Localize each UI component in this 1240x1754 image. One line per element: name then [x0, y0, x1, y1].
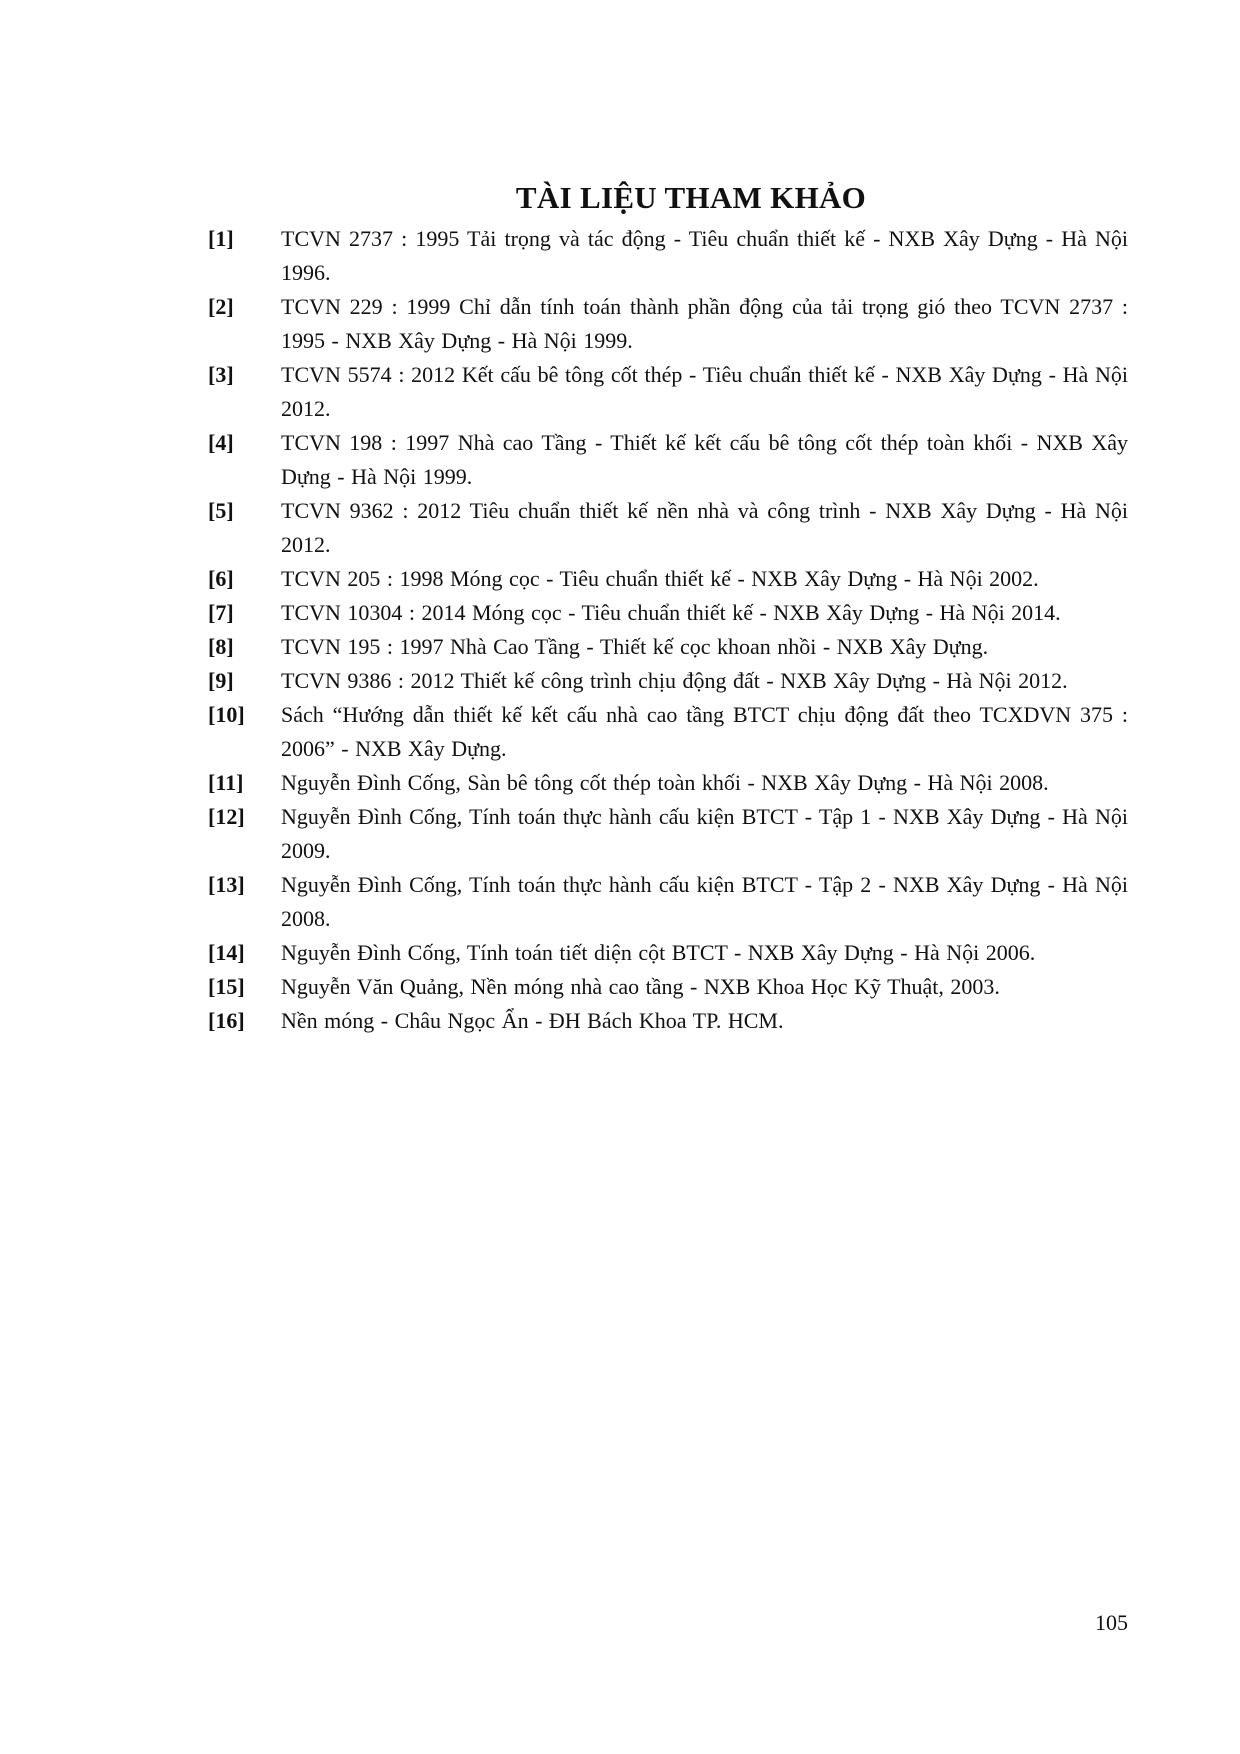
reference-item [208, 664, 1128, 698]
reference-text: Nguyễn Văn Quảng, Nền móng nhà cao tầng - NXB Khoa Học Kỹ Thuật, 2003. [281, 974, 1000, 999]
reference-item [208, 290, 1128, 358]
reference-number: [10] [208, 702, 245, 727]
reference-item [208, 596, 1128, 630]
reference-number: [15] [208, 974, 245, 999]
reference-number: [13] [208, 872, 245, 897]
reference-text: Nguyễn Đình Cống, Tính toán thực hành cấu kiện BTCT - Tập 2 - NXB Xây Dựng - Hà Nội 2008. [281, 872, 1128, 931]
reference-number: [7] [208, 600, 234, 625]
reference-item [208, 358, 1128, 426]
page-number: 105 [1095, 1610, 1128, 1635]
reference-number: [11] [208, 770, 244, 795]
reference-number: [6] [208, 566, 234, 591]
reference-number: [2] [208, 294, 234, 319]
reference-text: TCVN 198 : 1997 Nhà cao Tầng - Thiết kế kết cấu bê tông cốt thép toàn khối - NXB Xây Dựng - Hà Nội 1999. [281, 430, 1128, 489]
reference-text: TCVN 205 : 1998 Móng cọc - Tiêu chuẩn thiết kế - NXB Xây Dựng - Hà Nội 2002. [281, 566, 1039, 591]
reference-list [208, 222, 1128, 1038]
reference-item [208, 1004, 1128, 1038]
reference-text: Nguyễn Đình Cống, Tính toán tiết diện cột BTCT - NXB Xây Dựng - Hà Nội 2006. [281, 940, 1036, 965]
reference-text: Nền móng - Châu Ngọc Ẩn - ĐH Bách Khoa TP. HCM. [281, 1008, 784, 1033]
reference-item [208, 800, 1128, 868]
reference-number: [4] [208, 430, 234, 455]
reference-item [208, 426, 1128, 494]
reference-number: [5] [208, 498, 234, 523]
reference-item [208, 562, 1128, 596]
reference-text: TCVN 10304 : 2014 Móng cọc - Tiêu chuẩn thiết kế - NXB Xây Dựng - Hà Nội 2014. [281, 600, 1061, 625]
reference-number: [1] [208, 226, 234, 251]
reference-number: [9] [208, 668, 234, 693]
reference-item [208, 698, 1128, 766]
reference-number: [16] [208, 1008, 245, 1033]
reference-number: [8] [208, 634, 234, 659]
page-title: TÀI LIỆU THAM KHẢO [515, 180, 867, 215]
reference-item [208, 766, 1128, 800]
reference-text: Nguyễn Đình Cống, Tính toán thực hành cấu kiện BTCT - Tập 1 - NXB Xây Dựng - Hà Nội 2009. [281, 804, 1128, 863]
reference-text: TCVN 9386 : 2012 Thiết kế công trình chịu động đất - NXB Xây Dựng - Hà Nội 2012. [281, 668, 1068, 693]
reference-text: Sách “Hướng dẫn thiết kế kết cấu nhà cao tầng BTCT chịu động đất theo TCXDVN 375 : 2006” - NXB Xây Dựng. [281, 702, 1128, 761]
reference-number: [12] [208, 804, 245, 829]
reference-number: [14] [208, 940, 245, 965]
reference-item [208, 222, 1128, 290]
reference-item [208, 868, 1128, 936]
reference-text: Nguyễn Đình Cống, Sàn bê tông cốt thép toàn khối - NXB Xây Dựng - Hà Nội 2008. [281, 770, 1049, 795]
reference-item [208, 936, 1128, 970]
reference-item [208, 494, 1128, 562]
reference-item [208, 630, 1128, 664]
reference-text: TCVN 229 : 1999 Chỉ dẫn tính toán thành phần động của tải trọng gió theo TCVN 2737 : 1995 - NXB Xây Dựng - Hà Nội 1999. [281, 294, 1128, 353]
reference-text: TCVN 5574 : 2012 Kết cấu bê tông cốt thép - Tiêu chuẩn thiết kế - NXB Xây Dựng - Hà Nội 2012. [281, 362, 1128, 421]
reference-text: TCVN 9362 : 2012 Tiêu chuẩn thiết kế nền nhà và công trình - NXB Xây Dựng - Hà Nội 2012. [281, 498, 1128, 557]
reference-number: [3] [208, 362, 234, 387]
reference-text: TCVN 2737 : 1995 Tải trọng và tác động - Tiêu chuẩn thiết kế - NXB Xây Dựng - Hà Nội 1996. [281, 226, 1128, 285]
reference-text: TCVN 195 : 1997 Nhà Cao Tầng - Thiết kế cọc khoan nhồi - NXB Xây Dựng. [281, 634, 989, 659]
reference-item [208, 970, 1128, 1004]
